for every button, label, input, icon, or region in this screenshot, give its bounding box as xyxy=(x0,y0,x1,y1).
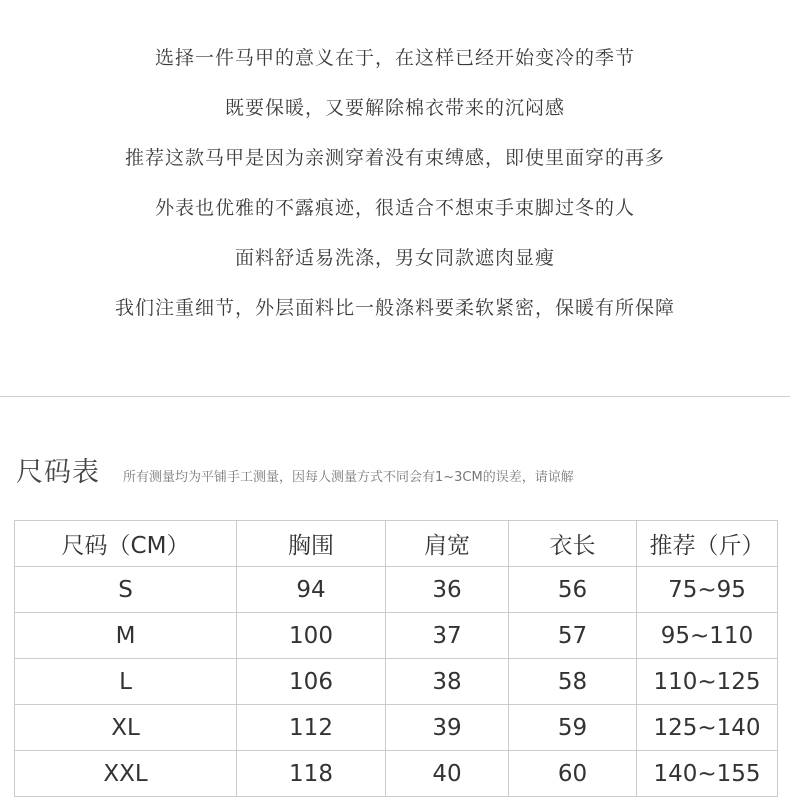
column-header-weight: 推荐（斤） xyxy=(637,521,778,567)
column-header-shoulder: 肩宽 xyxy=(386,521,509,567)
weight-cell: 110~125 xyxy=(637,659,778,705)
description-line: 外表也优雅的不露痕迹，很适合不想束手束脚过冬的人 xyxy=(154,197,635,219)
description-line: 推荐这款马甲是因为亲测穿着没有束缚感，即使里面穿的再多 xyxy=(124,147,665,169)
size-cell: XXL xyxy=(15,751,237,797)
chest-cell: 100 xyxy=(237,613,386,659)
column-header-size: 尺码（CM） xyxy=(15,521,237,567)
size-cell: XL xyxy=(15,705,237,751)
size-cell: L xyxy=(15,659,237,705)
chest-cell: 106 xyxy=(237,659,386,705)
length-cell: 58 xyxy=(509,659,637,705)
size-chart-note: 所有测量均为平铺手工测量，因每人测量方式不同会有1~3CM的误差，请谅解 xyxy=(123,470,574,485)
description-line: 我们注重细节，外层面料比一般涤料要柔软紧密，保暖有所保障 xyxy=(114,297,675,319)
length-cell: 59 xyxy=(509,705,637,751)
description-line: 既要保暖，又要解除棉衣带来的沉闷感 xyxy=(224,97,565,119)
chest-cell: 94 xyxy=(237,567,386,613)
size-cell: S xyxy=(15,567,237,613)
chest-cell: 112 xyxy=(237,705,386,751)
weight-cell: 140~155 xyxy=(637,751,778,797)
chest-cell: 118 xyxy=(237,751,386,797)
weight-cell: 125~140 xyxy=(637,705,778,751)
weight-cell: 95~110 xyxy=(637,613,778,659)
weight-cell: 75~95 xyxy=(637,567,778,613)
length-cell: 57 xyxy=(509,613,637,659)
description-line: 选择一件马甲的意义在于，在这样已经开始变冷的季节 xyxy=(154,47,635,69)
table-row xyxy=(15,659,778,705)
section-divider xyxy=(0,396,790,397)
table-row xyxy=(15,705,778,751)
length-cell: 56 xyxy=(509,567,637,613)
shoulder-cell: 39 xyxy=(386,705,509,751)
column-header-chest: 胸围 xyxy=(237,521,386,567)
shoulder-cell: 36 xyxy=(386,567,509,613)
table-row xyxy=(15,567,778,613)
size-cell: M xyxy=(15,613,237,659)
size-chart-title: 尺码表 xyxy=(16,457,100,488)
table-row xyxy=(15,751,778,797)
size-table xyxy=(14,520,778,797)
shoulder-cell: 40 xyxy=(386,751,509,797)
shoulder-cell: 37 xyxy=(386,613,509,659)
column-header-length: 衣长 xyxy=(509,521,637,567)
table-row xyxy=(15,613,778,659)
shoulder-cell: 38 xyxy=(386,659,509,705)
size-table-header-row xyxy=(15,521,778,567)
description-line: 面料舒适易洗涤，男女同款遮肉显瘦 xyxy=(234,247,555,269)
length-cell: 60 xyxy=(509,751,637,797)
